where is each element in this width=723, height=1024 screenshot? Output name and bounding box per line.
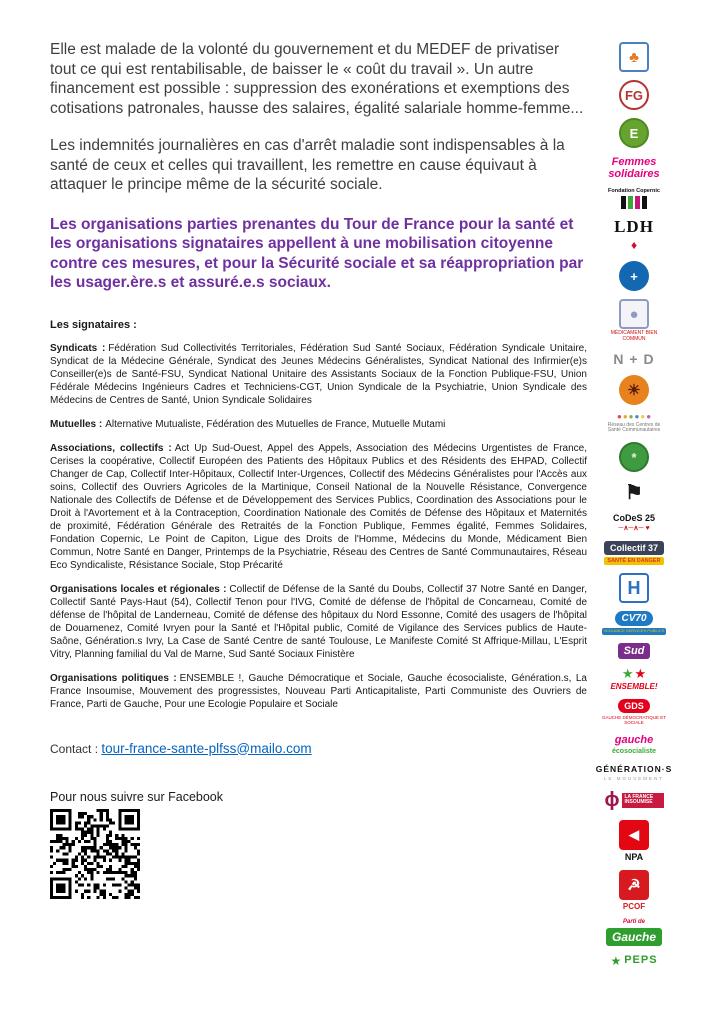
femmes-solidaires-icon: Femmes solidaires	[608, 156, 660, 180]
section-syndicats-text: Fédération Sud Collectivités Territoriales, Fédération Sud Santé Sociaux, Fédération Syndicale Unitaire, Syndicat de la Médecine Générale, Syndicat des Jeunes Médecins Généralistes, Syndicat National des Infirmier(e)s Conseiller(e)s de Santé-FSU, Syndicat National Unitaire des Assistants Sociaux de la Fonction Publique-FSU, Union Fédérale Médecins Ingénieurs Cadres et Techniciens-CGT, Union Syndicale de la Psychiatrie, Union Syndicale des Médecins de Centres de Santé, Union Syndicale Solidaires	[50, 342, 587, 406]
logo-sud-solidaires	[618, 643, 651, 659]
section-politiques	[50, 672, 587, 711]
signatories-heading: Les signataires :	[50, 318, 137, 331]
ensemble-caption: ENSEMBLE!	[610, 682, 658, 692]
logo-collectif-inter-hopitaux	[619, 573, 649, 603]
codes-25-caption: ─∧─∧─ ♥	[618, 525, 650, 533]
section-associations	[50, 442, 587, 572]
gds-icon: GDS	[618, 699, 650, 713]
logo-fgr-fonction-publique	[619, 80, 649, 110]
section-associations-label: Associations, collectifs :	[50, 442, 172, 454]
femmes-egalite-icon: E	[619, 118, 649, 148]
section-locales-regionales-text: Collectif de Défense de la Santé du Doubs, Collectif 37 Notre Santé en Danger, Collectif Santé Pays-Haut (54), Collectif Tenon pour l'IVG, Comité de défense de l'hôpital de Concarneau, Comité de défense de l'hôpital de Landerneau, Comité de défense des hôpitaux du Nord Essonne, Comité des usagers de l'hôpital de Douarnenez, Comité Ivryen pour la Santé et l'Hôpital public, Comité de Vigilance des Services publics de Haute-Saône, Génération.s Ivry, La Case de Santé Centre de santé Toulouse, Le Manifeste Comité St Affrique-Millau, L'Esprit Vitry, Planning familial du Val de Marne, Sud Santé Sociaux Finistère	[50, 583, 587, 660]
section-syndicats	[50, 342, 587, 407]
section-mutuelles-text: Alternative Mutualiste, Fédération des Mutuelles de France, Mutuelle Mutami	[105, 418, 446, 430]
section-locales-regionales-label: Organisations locales et régionales :	[50, 583, 227, 595]
collectif-37-notre-sante-en-danger-icon: Collectif 37	[604, 541, 664, 555]
logo-reseau-centres-de-sante-communautaires	[601, 413, 667, 435]
logo-column	[595, 42, 673, 968]
gauche-ecosocialiste-icon: gauche	[614, 733, 654, 746]
logo-reseau-eco-syndicaliste	[619, 442, 649, 472]
medecins-du-monde-icon: +	[619, 261, 649, 291]
fgr-fonction-publique-icon: FG	[619, 80, 649, 110]
ensemble-icon: ★ ★	[621, 666, 647, 682]
logo-generation-s	[596, 764, 673, 781]
ldh-icon: LDH	[614, 217, 654, 237]
logo-codes-25	[613, 513, 655, 533]
qr-code-icon	[50, 809, 140, 899]
collectif-inter-hopitaux-icon: H	[619, 573, 649, 603]
facebook-label: Pour nous suivre sur Facebook	[50, 789, 224, 804]
callout-paragraph: Les organisations parties prenantes du Tour de France pour la santé et les organisations signataires appellent à une mobilisation citoyenne contre ces mesures, et pour la Sécurité sociale et sa réappropriation par les usager.ère.s et assuré.e.s sociaux.	[50, 215, 584, 291]
contact-email-link[interactable]: tour-france-sante-plfss@mailo.com	[101, 740, 312, 756]
medicament-bien-commun-icon: ●	[619, 299, 649, 329]
logo-resistance-sociale	[625, 480, 643, 505]
logo-parti-de-gauche	[606, 919, 662, 946]
logo-femmes-egalite	[619, 118, 649, 148]
peps-icon: ★	[610, 953, 622, 968]
la-france-insoumise-caption: LA FRANCE INSOUMISE	[622, 793, 664, 809]
main-content	[50, 0, 587, 899]
logo-collectif-37-notre-sante-en-danger	[604, 541, 664, 565]
parti-de-gauche-icon: Gauche	[606, 928, 662, 946]
section-politiques-text: ENSEMBLE !, Gauche Démocratique et Sociale, Gauche écosocialiste, Génération.s, La France Insoumise, Mouvement des progressistes, Nouveau Parti Anticapitaliste, Parti Communiste des Ouvriers de France, Parti de Gauche, Pour une Ecologie Populaire et Sociale	[50, 672, 587, 710]
npa-caption: NPA	[624, 851, 644, 862]
gauche-ecosocialiste-caption: écosocialiste	[612, 747, 656, 755]
logo-ldh	[614, 217, 654, 253]
logo-fondation-copernic	[608, 188, 660, 209]
medicament-bien-commun-caption: MÉDICAMENT BIEN COMMUN	[610, 330, 658, 342]
contact-label: Contact :	[50, 741, 99, 756]
intro-paragraph-2: Les indemnités journalières en cas d'arrêt maladie sont indispensables à la santé de ceux et celles qui travaillent, les remettre en cause équivaut à attaquer le principe même de la sécurité sociale.	[50, 137, 565, 193]
sud-solidaires-icon: Sud	[618, 643, 651, 659]
parti-de-gauche-caption: Parti de	[622, 919, 645, 926]
fondation-copernic-caption: Fondation Copernic	[608, 188, 660, 194]
logo-medicament-bien-commun	[601, 299, 667, 343]
reseau-eco-syndicaliste-icon: *	[619, 442, 649, 472]
logo-gauche-ecosocialiste	[612, 734, 656, 756]
cv70-caption: VIGILANCE SERVICES PUBLICS	[603, 628, 665, 634]
section-politiques-label: Organisations politiques :	[50, 672, 177, 684]
resistance-sociale-icon: ⚑	[625, 482, 643, 505]
codes-25-icon: CoDeS 25	[612, 513, 656, 524]
pcof-caption: PCOF	[622, 902, 646, 912]
logo-npa	[619, 820, 649, 862]
fondation-copernic-icon	[621, 196, 647, 209]
logo-femmes-solidaires	[602, 156, 666, 180]
reseau-centres-de-sante-communautaires-caption: Réseau des Centres de Santé Communautaires	[607, 421, 661, 434]
ldh-caption: ♦	[630, 238, 638, 253]
logo-peps	[610, 954, 657, 967]
logo-medecins-du-monde	[619, 261, 649, 291]
printemps-de-la-psychiatrie-icon: ☀	[619, 375, 649, 405]
la-france-insoumise-icon: ϕ	[604, 788, 620, 811]
logo-printemps-de-la-psychiatrie	[619, 375, 649, 405]
gds-caption: GAUCHE DÉMOCRATIQUE ET SOCIALE	[602, 715, 666, 726]
peps-caption: PEPS	[624, 954, 658, 967]
generation-s-icon: GÉNÉRATION·S	[595, 763, 673, 774]
section-mutuelles	[50, 418, 587, 431]
section-syndicats-label: Syndicats :	[50, 342, 106, 354]
section-associations-text: Act Up Sud-Ouest, Appel des Appels, Association des Médecins Urgentistes de France, Cerises la coopérative, Collectif Européen des Patients des Hôpitaux Publics et des Résidents des EHPAD, Collectif Changer de Cap, Collectif Inter-Hôpitaux, Collectif Inter-Urgences, Collectif des Médecins Généralistes pour l'Accès aux soins, Collectif des Ouvriers Agricoles de la Martinique, Conseil National de la Nouvelle Résistance, Convergence Nationale des Collectifs de Défense et de Développement des Services Publics, Coordination des Associations pour le Droit à l'Avortement et à la Contraception, Coordination Nationale des Comités de Défense des Hôpitaux et Maternités de proximité, Fédération Générale des Retraités de la Fonction Publique, Femmes égalité, Femmes Solidaires, Fondation Copernic, Le Point de Capiton, Ligue des Droits de l'Homme, Médecins du Monde, Médicament Bien Commun, Notre Santé en Danger, Printemps de la Psychiatrie, Réseau des Centres de Santé Communautaires, Réseau Eco Syndicaliste, Résistance Sociale, Stop Précarité	[50, 442, 587, 571]
section-mutuelles-label: Mutuelles :	[50, 418, 103, 430]
cv70-icon: CV70	[615, 611, 652, 626]
contact-line	[50, 741, 587, 756]
intro-paragraph-1: Elle est malade de la volonté du gouvernement et du MEDEF de privatiser tout ce qui est rentabilisable, de baisser le « coût du travail ». Un autre financement est possible : suppression des exonérations et exemptions des cotisations patronales, hausse des salaires, égalité salariale homme-femme...	[50, 41, 584, 117]
hopitaux-publics-icon: ♣	[619, 42, 649, 72]
npa-icon: ◀	[619, 820, 649, 850]
logo-pcof	[619, 870, 649, 911]
logo-cv70	[602, 611, 667, 635]
generation-s-caption: LE MOUVEMENT	[604, 775, 665, 781]
logo-la-france-insoumise	[605, 789, 664, 812]
logo-ensemble	[610, 667, 657, 691]
reseau-centres-de-sante-communautaires-icon: ● ● ● ● ● ●	[616, 411, 652, 421]
logo-hopitaux-publics	[619, 42, 649, 72]
section-locales-regionales	[50, 583, 587, 661]
collectif-37-notre-sante-en-danger-caption: SANTÉ EN DANGER	[604, 557, 663, 565]
pcof-icon: ☭	[619, 870, 649, 900]
notre-sante-en-danger-icon: N + D	[613, 350, 655, 367]
logo-notre-sante-en-danger	[613, 351, 654, 367]
logo-gds	[601, 699, 667, 725]
